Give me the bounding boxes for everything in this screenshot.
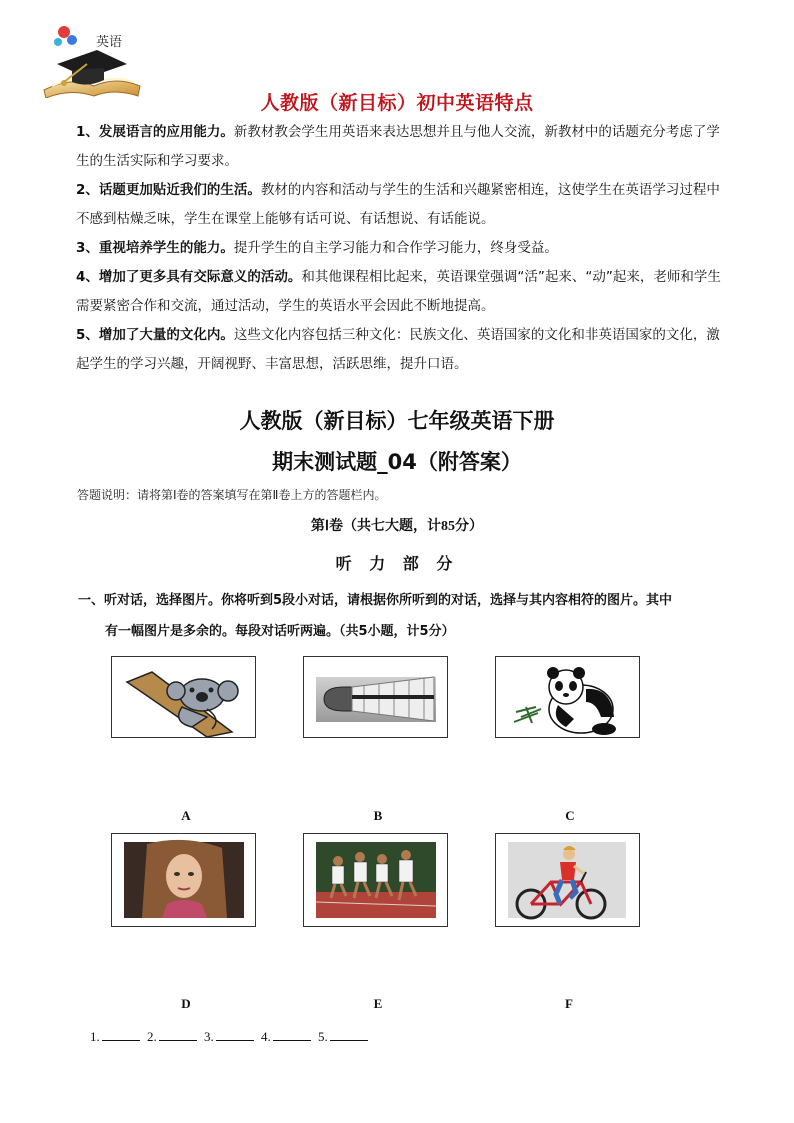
exam-title-line2: 期末测试题_04（附答案） — [272, 450, 522, 474]
feature-item-4-heading: 4、增加了更多具有交际意义的活动。 — [76, 269, 302, 285]
picture-e-frame — [303, 833, 448, 927]
feature-item-5-heading: 5、增加了大量的文化内。 — [76, 327, 234, 343]
picture-label-a: A — [181, 808, 191, 823]
picture-label-d: D — [181, 996, 191, 1011]
logo-graduation-cap-icon — [42, 20, 142, 98]
cyclist-icon — [496, 834, 639, 926]
answer-blank-3[interactable] — [216, 1028, 254, 1041]
answer-blank-4[interactable] — [273, 1028, 311, 1041]
shuttlecock-icon — [304, 657, 447, 737]
panda-icon — [496, 657, 639, 737]
volume-heading: 第Ⅰ卷（共七大题，计85分） — [310, 519, 484, 534]
answer-number-4: 4. — [261, 1029, 271, 1044]
picture-a-frame — [111, 656, 256, 738]
answer-number-3: 3. — [204, 1029, 214, 1044]
picture-label-f: F — [565, 996, 573, 1011]
answer-blank-5[interactable] — [330, 1028, 368, 1041]
answer-blank-2[interactable] — [159, 1028, 197, 1041]
answer-number-2: 2. — [147, 1029, 157, 1044]
picture-d-frame — [111, 833, 256, 927]
answer-instructions: 答题说明：请将第Ⅰ卷的答案填写在第Ⅱ卷上方的答题栏内。 — [77, 488, 387, 502]
feature-item-1 — [76, 118, 726, 176]
feature-item-3-text: 提升学生的自主学习能力和合作学习能力，终身受益。 — [233, 240, 558, 256]
features-title: 人教版（新目标）初中英语特点 — [260, 92, 534, 114]
answer-number-5: 5. — [318, 1029, 328, 1044]
feature-item-3 — [76, 234, 726, 263]
feature-item-5-text: 这些文化内容包括三种文化：民族文化、英语国家的文化和非英语国家的文化，激起学生的学习兴趣，开阔视野、丰富思想，活跃思维，提升口语。 — [76, 327, 720, 372]
feature-item-2 — [76, 176, 726, 234]
picture-b-frame — [303, 656, 448, 738]
picture-label-c: C — [565, 808, 575, 823]
exam-title-line1: 人教版（新目标）七年级英语下册 — [239, 409, 555, 433]
picture-f-frame — [495, 833, 640, 927]
picture-c-frame — [495, 656, 640, 738]
feature-item-4-text: 和其他课程相比起来，英语课堂强调“活”起来、“动”起来，老师和学生需要紧密合作和交流，通过活动，学生的英语水平会因此不断地提高。 — [76, 269, 721, 314]
question1-instruction-line2: 有一幅图片是多余的。每段对话听两遍。（共5小题，计5分） — [105, 624, 455, 639]
picture-label-b: B — [373, 808, 383, 823]
feature-item-3-heading: 3、重视培养学生的能力。 — [76, 240, 234, 256]
answer-blank-1[interactable] — [102, 1028, 140, 1041]
answer-blanks — [90, 1028, 372, 1045]
feature-item-1-heading: 1、发展语言的应用能力。 — [76, 124, 234, 140]
question1-instruction-line1: 一、听对话，选择图片。你将听到5段小对话，请根据你所听到的对话，选择与其内容相符的图片。其中 — [78, 593, 673, 608]
feature-item-1-text: 新教材教会学生用英语来表达思想并且与他人交流，新教材中的话题充分考虑了学生的生活实际和学习要求。 — [76, 124, 720, 169]
runners-photo-icon — [304, 834, 447, 926]
logo-text: 英语 — [96, 35, 123, 50]
feature-item-5 — [76, 321, 726, 379]
feature-item-2-text: 教材的内容和活动与学生的生活和兴趣紧密相连，这使学生在英语学习过程中不感到枯燥乏味，学生在课堂上能够有话可说、有话想说、有话能说。 — [76, 182, 720, 227]
woman-photo-icon — [112, 834, 255, 926]
feature-item-2-heading: 2、话题更加贴近我们的生活。 — [76, 182, 261, 198]
feature-item-4 — [76, 263, 726, 321]
koala-icon — [112, 657, 255, 737]
answer-number-1: 1. — [90, 1029, 100, 1044]
section-heading: 听 力 部 分 — [335, 554, 459, 573]
picture-label-e: E — [373, 996, 383, 1011]
